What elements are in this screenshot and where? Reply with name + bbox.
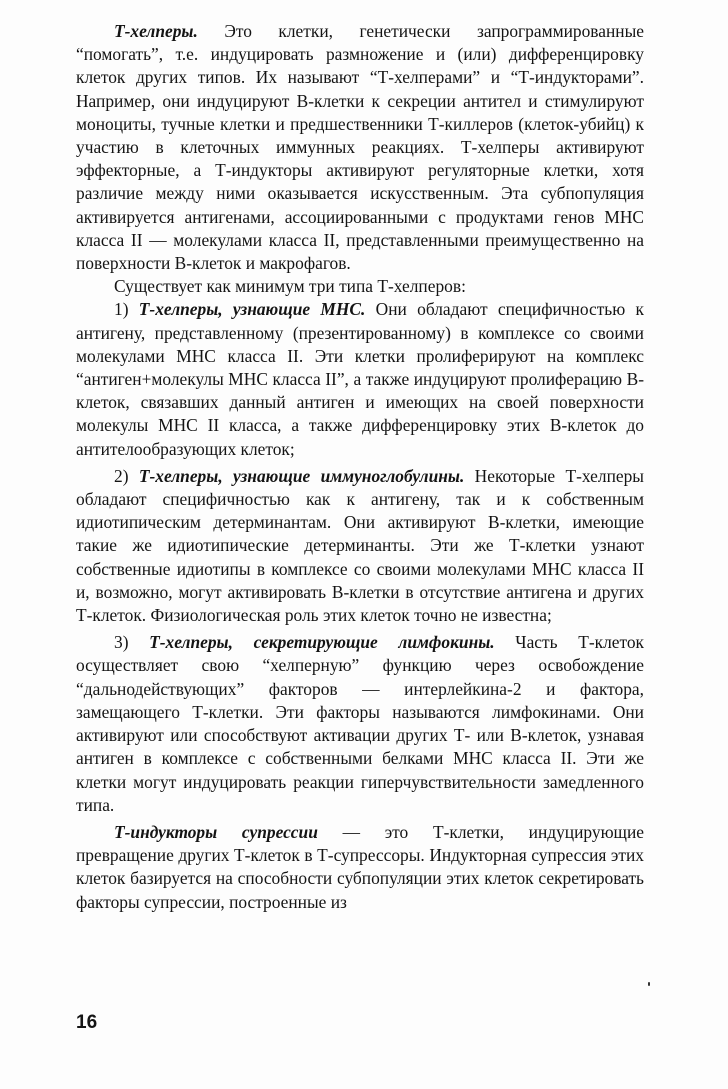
paragraph-text: Существует как минимум три типа Т-хелперов: bbox=[114, 276, 466, 297]
paragraph-type-2 bbox=[76, 465, 644, 627]
paragraph-text: Часть Т-клеток осуществляет свою “хелперную” функцию через освобождение “дальнодействующих” факторов — интерлейкина-2 и фактора, замещающего Т-клетки. Эти факторы называются лимфокинами. Они активируют или способствуют активации других Т- или В-клеток, узнавая антиген в комплексе с собственными белками МНС класса II. Эти же клетки могут индуцировать реакции гиперчувствительности замедленного типа. bbox=[76, 632, 644, 815]
paragraph-three-types bbox=[76, 275, 644, 298]
paragraph-suppression-inducers bbox=[76, 821, 644, 914]
print-speck bbox=[648, 982, 650, 986]
paragraph-text: — это Т-клетки, индуцирующие превращение других Т-клеток в Т-супрессоры. Индукторная супрессия этих клеток базируется на способности субпопуляции этих клеток секретировать факторы супрессии, построенные из bbox=[76, 821, 644, 912]
term-mhc-recognizing: Т-хелперы, узнающие МНС. bbox=[138, 299, 366, 320]
body-text bbox=[76, 20, 644, 914]
paragraph-text: Некоторые Т-хелперы обладают специфичностью как к антигену, так и к собственным идиотипическим детерминантам. Они активируют В-клетки, имеющие такие же идиотипические детерминанты. Эти же Т-клетки узнают собственные идиотипы в комплексе со своими молекулами МНС класса II и, возможно, могут активировать В-клетки в отсутствие антигена и других Т-клеток. Физиологическая роль этих клеток точно не известна; bbox=[76, 465, 644, 626]
term-suppression-inducers: Т-индукторы супрессии bbox=[114, 821, 318, 842]
term-ig-recognizing: Т-хелперы, узнающие иммуноглобулины. bbox=[138, 465, 465, 486]
paragraph-t-helpers-intro bbox=[76, 20, 644, 275]
list-marker: 3) bbox=[114, 632, 150, 653]
paragraph-text: Они обладают специфичностью к антигену, представленному (презентированному) в комплексе со своими молекулами МНС класса II. Эти клетки пролиферируют на комплекс “антиген+молекулы МНС класса II”, а также индуцируют пролиферацию В-клеток, связавших данный антиген и имеющих на своей поверхности молекулы МНС II класса, а также дифференцировку этих В-клеток до антителообразующих клеток; bbox=[76, 299, 644, 459]
term-lymphokine-secreting: Т-хелперы, секретирующие лимфокины. bbox=[149, 632, 495, 653]
page-number: 16 bbox=[76, 1012, 98, 1033]
list-marker: 2) bbox=[114, 465, 139, 486]
paragraph-text: Это клетки, генетически запрограммированные “помогать”, т.е. индуцировать размножение и (или) дифференцировку клеток других типов. Их называют “Т-хелперами” и “Т-индукторами”. Например, они индуцируют В-клетки к секреции антител и стимулируют моноциты, тучные клетки и предшественники Т-киллеров (клеток-убийц) к участию в клеточных иммунных реакциях. Т-хелперы активируют эффекторные, а Т-индукторы активируют регуляторные клетки, хотя различие между ними оказывается искусственным. Эта субпопуляция активируется антигенами, ассоциированными с продуктами генов МНС класса II — молекулами класса II, представленными преимущественно на поверхности В-клеток и макрофагов. bbox=[76, 21, 644, 274]
term-t-helpers: Т-хелперы. bbox=[114, 21, 198, 41]
paragraph-type-3 bbox=[76, 631, 644, 817]
paragraph-type-1 bbox=[76, 298, 644, 460]
list-marker: 1) bbox=[114, 299, 139, 320]
